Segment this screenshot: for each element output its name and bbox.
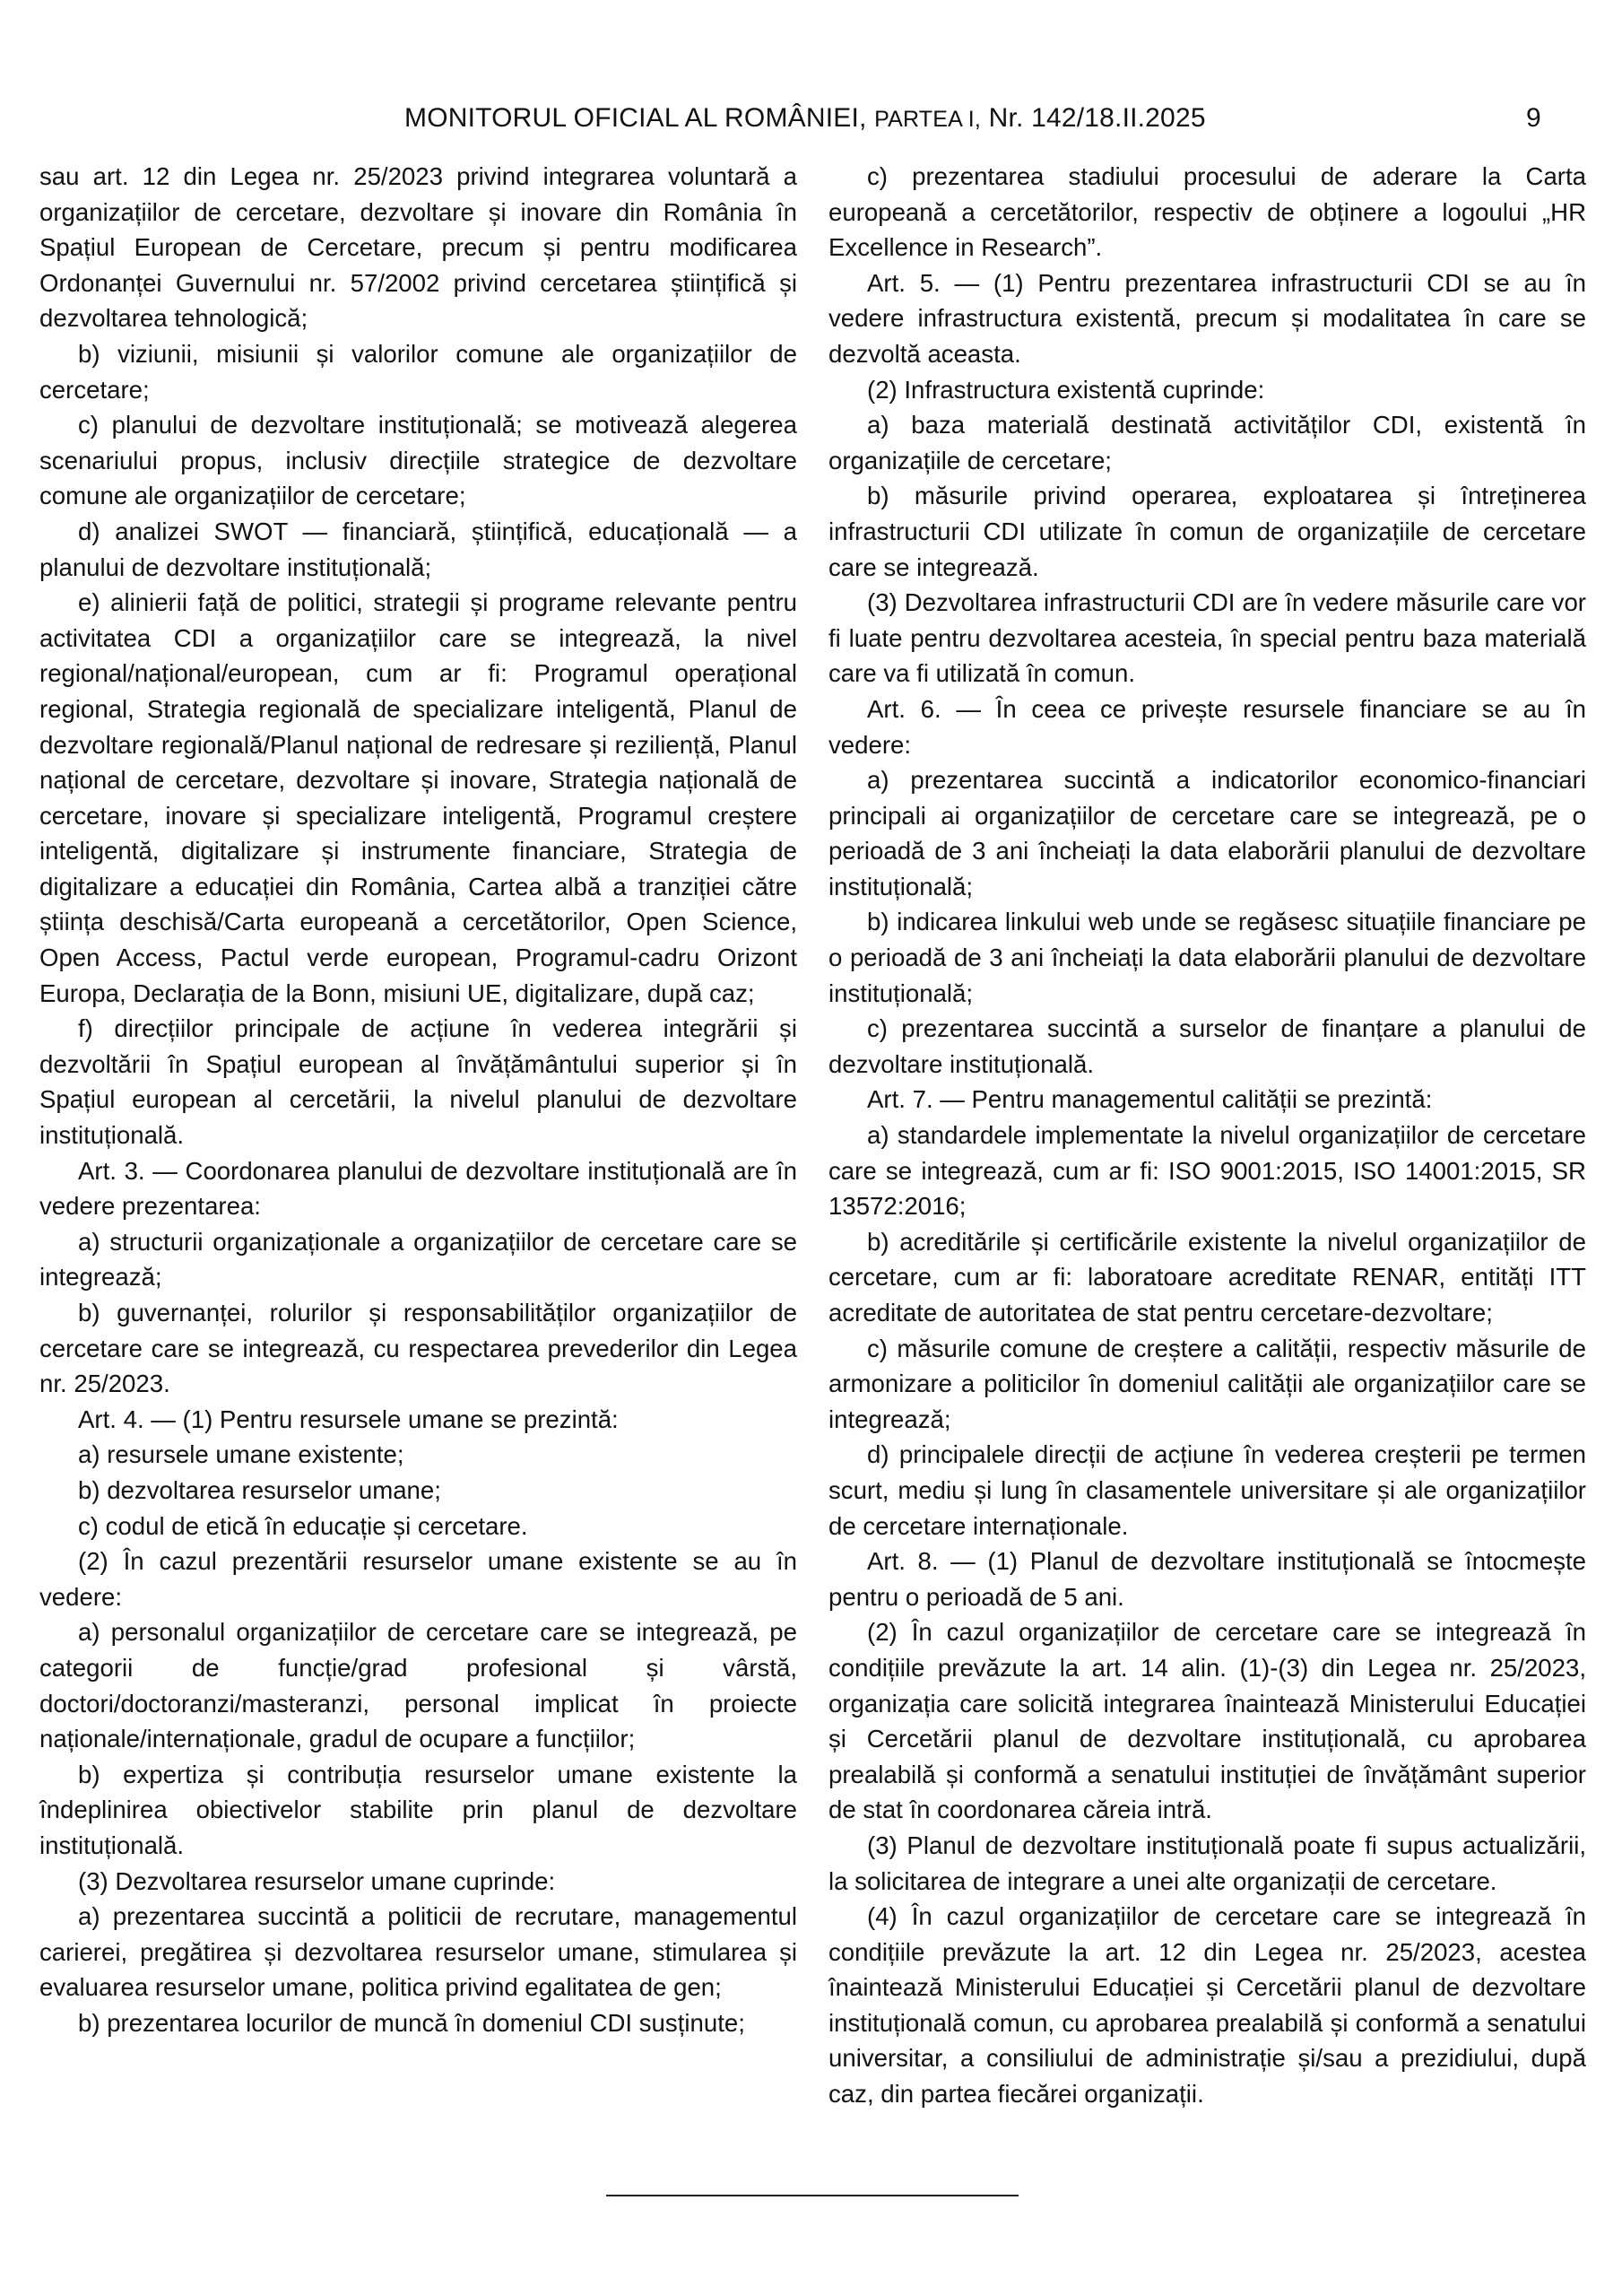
paragraph: (3) Planul de dezvoltare instituțională poate fi supus actualizării, la solicitarea de integrare a unei alte organizații de cercetare. bbox=[828, 1831, 1586, 1895]
paragraph: a) standardele implementate la nivelul organizațiilor de cercetare care se integrează, cum ar fi: ISO 9001:2015, ISO 14001:2015, SR 13572:2016; bbox=[828, 1121, 1586, 1221]
paragraph: c) măsurile comune de creștere a calității, respectiv măsurile de armonizare a politicilor în domeniul calității ale organizațiilor care se integrează; bbox=[828, 1334, 1586, 1433]
paragraph: e) alinierii față de politici, strategii și programe relevante pentru activitatea CDI a organizațiilor care se integrează, la nivel regional/național/european, cum ar fi: Programul operațional regional, Strategia regională de specializare inteligentă, Planul de dezvoltare regională/Planul național de redresare și reziliență, Planul național de cercetare, dezvoltare și inovare, Strategia națională de cercetare, inovare și specializare inteligentă, Programul creștere inteligentă, digitalizare și instrumente financiare, Strategia de digitalizare a educației din România, Cartea albă a tranziției către știința deschisă/Carta europeană a cercetătorilor, Open Science, Open Access, Pactul verde european, Programul-cadru Orizont Europa, Declarația de la Bonn, misiuni UE, digitalizare, după caz; bbox=[39, 588, 797, 1007]
paragraph: (2) În cazul prezentării resurselor umane existente se au în vedere: bbox=[39, 1547, 797, 1611]
publication-title bbox=[404, 100, 1206, 137]
right-column bbox=[828, 159, 1586, 2112]
paragraph: a) personalul organizațiilor de cercetare care se integrează, pe categorii de funcție/grad profesional și vârstă, doctori/doctoranzi/masteranzi, personal implicat în proiecte naționale/internaționale, gradul de ocupare a funcțiilor; bbox=[39, 1618, 797, 1753]
paragraph: c) prezentarea succintă a surselor de finanțare a planului de dezvoltare instituțională. bbox=[828, 1014, 1586, 1078]
paragraph: (2) Infrastructura existentă cuprinde: bbox=[867, 375, 1265, 404]
title-part: PARTEA I, bbox=[874, 107, 982, 132]
paragraph: c) prezentarea stadiului procesului de aderare la Carta europeană a cercetătorilor, respectiv de obținere a logoului „HR Excellence in Research”. bbox=[828, 162, 1586, 262]
title-issue: Nr. 142/18.II.2025 bbox=[988, 103, 1206, 133]
paragraph: b) acreditările și certificările existente la nivelul organizațiilor de cercetare, cum ar fi: laboratoare acreditate RENAR, entități ITT acreditate de autoritatea de stat pentru cercetare-dezvoltare; bbox=[828, 1227, 1586, 1326]
paragraph: (2) În cazul organizațiilor de cercetare care se integrează în condițiile prevăzute la art. 14 alin. (1)-(3) din Legea nr. 25/2023, organizația care solicită integrarea înaintează Ministerului Educației și Cercetării planul de dezvoltare instituțională, cu aprobarea prealabilă și conformă a senatului instituției de învățământ superior de stat în coordonarea căreia intră. bbox=[828, 1618, 1586, 1824]
paragraph: b) măsurile privind operarea, exploatarea și întreținerea infrastructurii CDI utilizate în comun de organizațiile de cercetare care se integrează. bbox=[828, 482, 1586, 581]
article-paragraph: Art. 7. — Pentru managementul calității se prezintă: bbox=[867, 1085, 1433, 1114]
article-paragraph: Art. 4. — (1) Pentru resursele umane se prezintă: bbox=[78, 1405, 619, 1433]
paragraph: a) prezentarea succintă a indicatorilor economico-financiari principali ai organizațiilor de cercetare care se integrează, pe o perioadă de 3 ani încheiați la data elaborării planului de dezvoltare instituțională; bbox=[828, 766, 1586, 900]
paragraph: d) analizei SWOT — financiară, științifică, educațională — a planului de dezvoltare instituțională; bbox=[39, 517, 797, 581]
paragraph: b) expertiza și contribuția resurselor umane existente la îndeplinirea obiectivelor stabilite prin planul de dezvoltare instituțională. bbox=[39, 1760, 797, 1859]
page-header bbox=[0, 100, 1622, 140]
title-main: MONITORUL OFICIAL AL ROMÂNIEI, bbox=[404, 103, 867, 133]
article-paragraph: Art. 5. — (1) Pentru prezentarea infrastructurii CDI se au în vedere infrastructura existentă, precum și modalitatea în care se dezvoltă aceasta. bbox=[828, 268, 1586, 368]
paragraph: a) structurii organizaționale a organizațiilor de cercetare care se integrează; bbox=[39, 1227, 797, 1292]
article-paragraph: Art. 8. — (1) Planul de dezvoltare instituțională se întocmește pentru o perioadă de 5 ani. bbox=[828, 1547, 1586, 1611]
left-column bbox=[39, 159, 797, 2040]
paragraph: (3) Dezvoltarea resurselor umane cuprinde: bbox=[78, 1866, 556, 1895]
paragraph: c) planului de dezvoltare instituțională; se motivează alegerea scenariului propus, inclusiv direcțiile strategice de dezvoltare comune ale organizațiilor de cercetare; bbox=[39, 411, 797, 510]
paragraph: a) baza materială destinată activităților CDI, existentă în organizațiile de cercetare; bbox=[828, 411, 1586, 474]
paragraph: b) indicarea linkului web unde se regăsesc situațiile financiare pe o perioadă de 3 ani încheiați la data elaborării planului de dezvoltare instituțională; bbox=[828, 908, 1586, 1007]
article-paragraph: Art. 6. — În ceea ce privește resursele financiare se au în vedere: bbox=[828, 694, 1586, 759]
paragraph: a) prezentarea succintă a politicii de recrutare, managementul carierei, pregătirea și dezvoltarea resurselor umane, stimularea și evaluarea resurselor umane, politica privind egalitatea de gen; bbox=[39, 1902, 797, 2002]
paragraph: c) codul de etică în educație și cercetare. bbox=[78, 1511, 528, 1540]
paragraph: sau art. 12 din Legea nr. 25/2023 privind integrarea voluntară a organizațiilor de cercetare, dezvoltare și inovare din România în Spațiul European de Cercetare, precum și pentru modificarea Ordonanței Guvernului nr. 57/2002 privind cercetarea științifică și dezvoltarea tehnologică; bbox=[39, 162, 797, 333]
paragraph: f) direcțiilor principale de acțiune în vederea integrării și dezvoltării în Spațiul european al învățământului superior și în Spațiul european al cercetării, la nivelul planului de dezvoltare instituțională. bbox=[39, 1014, 797, 1150]
paragraph: (4) În cazul organizațiilor de cercetare care se integrează în condițiile prevăzute la art. 12 din Legea nr. 25/2023, acestea înaintează Ministerului Educației și Cercetării planul de dezvoltare instituțională comun, cu aprobarea prealabilă și conformă a senatului universitar, a consiliului de administrație și/sau a prezidiului, după caz, din partea fiecărei organizații. bbox=[828, 1902, 1586, 2109]
paragraph: b) dezvoltarea resurselor umane; bbox=[78, 1475, 441, 1504]
paragraph: b) guvernanței, rolurilor și responsabilităților organizațiilor de cercetare care se integrează, cu respectarea prevederilor din Legea nr. 25/2023. bbox=[39, 1299, 797, 1398]
article-paragraph: Art. 3. — Coordonarea planului de dezvoltare instituțională are în vedere prezentarea: bbox=[39, 1156, 797, 1221]
paragraph: (3) Dezvoltarea infrastructurii CDI are în vedere măsurile care vor fi luate pentru dezvoltarea acesteia, în special pentru baza materială care va fi utilizată în comun. bbox=[828, 588, 1586, 688]
paragraph: b) viziunii, misiunii și valorilor comune ale organizațiilor de cercetare; bbox=[39, 339, 797, 404]
footer-divider bbox=[606, 2195, 1019, 2196]
page-number: 9 bbox=[1526, 103, 1541, 133]
paragraph: a) resursele umane existente; bbox=[78, 1440, 404, 1469]
paragraph: b) prezentarea locurilor de muncă în domeniul CDI susținute; bbox=[78, 2008, 745, 2037]
paragraph: d) principalele direcții de acțiune în vederea creșterii pe termen scurt, mediu și lung în clasamentele universitare și ale organizațiilor de cercetare internaționale. bbox=[828, 1440, 1586, 1540]
